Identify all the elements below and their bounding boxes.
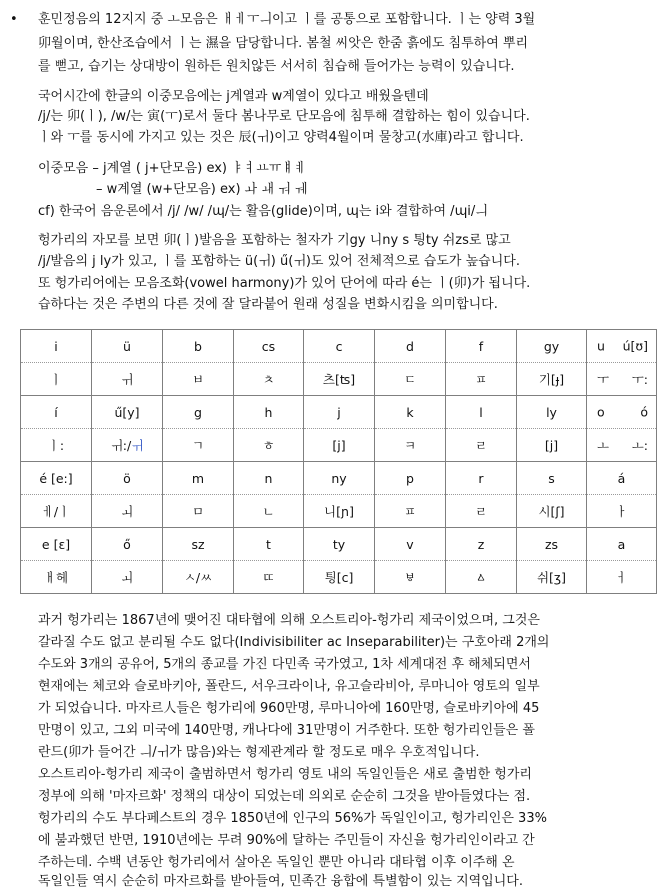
table-cell [21,561,92,594]
table-cell-text: f [478,338,484,354]
table-cell-text: r [478,470,484,486]
table-cell [163,330,234,363]
text-line: 오스트리아-헝가리 제국이 출범하면서 헝가리 영토 내의 독일인들은 새로 출범한 헝가리 [38,767,532,782]
table-row [21,429,657,462]
text-line: 정부에 의해 '마자르화' 정책의 대상이 되었는데 의외로 순순히 그것을 받아들였다는 점. [38,789,531,804]
table-cell [304,396,375,429]
table-cell [375,330,446,363]
table-cell [21,363,92,396]
table-cell-text: sz [191,536,205,552]
text-line: cf) 한국어 음운론에서 /j/ /w/ /ɰ/는 활음(glide)이며, ɰ는 i와 결합하여 /ɰi/ㅢ [38,204,488,219]
table-cell [163,363,234,396]
table-cell-text: ú[ʊ] [622,338,648,354]
table-cell-text: ㅓ [615,570,628,585]
table-cell-text: gy [543,338,560,354]
table-cell-text: ㄴ [262,504,275,519]
table-cell-text: á [617,470,626,486]
bullet-mark: • [10,12,18,27]
table-cell [234,396,304,429]
table-cell [21,528,92,561]
text-line: 현재에는 체코와 슬로바키아, 폴란드, 서우크라이나, 유고슬라비아, 루마니아 영토의 일부 [38,679,540,694]
table-cell-text: ty [332,536,346,552]
table-cell-text: a [617,536,626,552]
table-cell-text: ㄸ [262,570,275,585]
table-cell-text: cs [261,338,276,354]
table-cell-text: ㅅ/ㅆ [183,570,213,585]
table-cell [21,330,92,363]
table-cell [517,396,587,429]
table-cell [446,396,517,429]
table-cell [446,462,517,495]
table-cell-text: ㅋ [403,438,417,453]
table-cell [517,330,587,363]
table-cell [92,561,163,594]
table-cell [587,330,657,363]
text-line: /j/는 卯(ㅣ), /w/는 寅(ㅜ)로서 둘다 봄나무로 단모음에 침투해 결합하는 힘이 있습니다. [38,109,530,124]
table-cell [92,495,163,528]
table-cell [375,396,446,429]
table-cell [304,429,375,462]
table-cell [304,495,375,528]
text-line: 만명이 있고, 그외 미국에 140만명, 캐나다에 31만명이 거주한다. 또한 헝가리인들은 폴 [38,723,535,738]
table-cell-text: s [548,470,555,486]
table-cell [92,528,163,561]
table-cell-text: ㅗ [597,438,610,453]
table-cell-text: 시[ʃ] [538,504,565,519]
table-cell-text: t [266,536,271,552]
highlight-text: ㅟ [131,438,144,453]
table-cell-text: ㅚ [120,504,134,519]
table-cell [163,396,234,429]
table-cell [304,528,375,561]
table-cell-text: ö [123,470,131,486]
table-cell-text: d [406,338,414,354]
table-cell-text: ㄱ [191,438,205,453]
table-cell [163,561,234,594]
table-cell-text: ㄹ [474,504,488,519]
table-cell [304,330,375,363]
table-cell-text: l [479,404,483,420]
table-cell-text: ly [546,404,557,420]
table-cell [163,462,234,495]
table-cell-text: i [54,338,58,354]
table-cell [446,429,517,462]
table-cell [587,528,657,561]
table-cell [587,363,657,396]
table-cell [163,495,234,528]
table-cell-text: k [406,404,414,420]
table-cell-text: ㅎ [262,438,275,453]
hungarian-alphabet-table [20,329,657,594]
table-cell-text: u [597,338,605,354]
table-cell-text: ㄹ [474,438,488,453]
table-cell [375,363,446,396]
text-line: 이중모음 – j계열 ( j+단모음) ex) ㅑㅕㅛㅠㅒㅖ [38,161,307,176]
table-cell [446,330,517,363]
table-cell [587,561,657,594]
table-cell [92,363,163,396]
table-cell-text: 쉬[ʒ] [536,570,567,585]
table-cell-text: ㅍ [403,504,417,519]
table-cell-text: ㅣ [49,372,63,387]
table-cell-text: í [54,404,58,420]
table-cell [234,429,304,462]
table-cell-text: ㅸ [403,570,417,585]
table-cell-text: [j] [332,437,346,453]
table-cell [21,396,92,429]
table-cell-text: b [194,338,202,354]
text-line: 또 헝가리어에는 모음조화(vowel harmony)가 있어 단어에 따라 é는 ㅣ(卯)가 됩니다. [38,276,531,291]
text-line: 卯월이며, 한산조습에서 ㅣ는 濕을 담당합니다. 봄철 씨앗은 한줌 흙에도 침투하여 뿌리 [38,36,529,51]
table-cell [375,429,446,462]
table-cell [234,462,304,495]
table-cell [304,363,375,396]
table-cell [234,561,304,594]
table-cell-text: c [335,338,343,354]
table-cell-text: g [194,404,202,420]
table-cell [517,561,587,594]
table-row [21,561,657,594]
text-line: 에 불과했던 반면, 1910년에는 무려 90%에 달하는 주민들이 자신을 헝가리인이라고 간 [38,833,535,848]
table-cell-text: ㅍ [474,372,488,387]
table-cell [517,429,587,462]
table-cell-text: 니[ɲ] [324,504,354,519]
table-cell-text: z [477,536,485,552]
text-line: 를 뻗고, 습기는 상대방이 원하든 원치않든 서서히 침습해 들어가는 능력이 있습니다. [38,59,515,74]
table-cell [517,462,587,495]
table-row [21,462,657,495]
table-cell-text: ㅁ [191,504,205,519]
table-cell-text: ny [331,470,347,486]
table-cell [587,462,657,495]
table-cell [92,330,163,363]
table-cell-text: 기[ɟ] [538,372,565,387]
table-cell-text: ű[y] [114,404,140,420]
table-cell-text: p [406,470,414,486]
table-cell-text: n [264,470,273,486]
table-cell-text: [j] [544,437,559,453]
table-cell-text: m [191,470,205,486]
table-cell [446,363,517,396]
table-cell-text: h [264,404,273,420]
table-cell-text: 츠[ʦ] [322,372,356,387]
table-cell [21,495,92,528]
text-line: – w계열 (w+단모음) ex) ㅘ ㅙ ㅝ ㅞ [96,182,308,197]
table-cell [92,462,163,495]
table-row [21,495,657,528]
table-cell [234,330,304,363]
table-cell [517,495,587,528]
table-cell-text: ㅿ [474,570,488,585]
text-line: 독일인들 역시 순순히 마자르화를 받아들여, 민족간 융합에 특별함이 있는 지역입니다. [38,874,523,889]
table-cell [21,429,92,462]
table-cell-text: ㅂ [191,372,205,387]
table-cell [304,561,375,594]
table-cell-text: ㅊ [262,372,275,387]
text-line: 주하는데. 수백 년동안 헝가리에서 살아온 독일인 뿐만 아니라 대타협 이후 이주해 온 [38,855,515,870]
table-cell [446,528,517,561]
table-cell-text: ㅚ [120,570,134,585]
text-line: 훈민정음의 12지지 중 ㅗ모음은 ㅐㅔㅜㅢ이고 ㅣ를 공통으로 포함합니다. ㅣ는 양력 3월 [38,12,536,27]
table-cell-text: ő [123,536,131,552]
table-cell-text: ü [123,338,131,354]
text-line: 헝가리의 수도 부다페스트의 경우 1850년에 인구의 56%가 독일인이고, 헝가리인은 33% [38,811,547,826]
table-cell [375,495,446,528]
table-cell-text: ㅟ [120,372,134,387]
table-cell-text: v [406,536,414,552]
table-cell-text: ㅜ [597,372,610,387]
table-row [21,330,657,363]
table-cell-text: zs [544,536,559,552]
table-cell-text: ㅔ/ㅣ [41,504,71,519]
table-row [21,396,657,429]
table-cell [304,462,375,495]
text-line: 수도와 3개의 공유어, 5개의 종교를 가진 다민족 국가였고, 1차 세계대전 후 해체되면서 [38,657,531,672]
table-cell-text: ㅐ헤 [43,570,69,585]
table-cell-text: ㅏ [615,504,628,519]
table-cell-text: 틩[c] [324,570,354,585]
table-cell [517,363,587,396]
table-cell-text: ㅜ: [631,372,648,387]
text-line: 과거 헝가리는 1867년에 맺어진 대타협에 의해 오스트리아-헝가리 제국이었으며, 그것은 [38,613,540,628]
text-line: 습하다는 것은 주변의 다른 것에 잘 달라붙어 원래 성질을 변화시킴을 의미합니다. [38,297,498,312]
table-cell [234,363,304,396]
table-cell [92,429,163,462]
text-line: 국어시간에 한글의 이중모음에는 j계열과 w계열이 있다고 배웠을텐데 [38,89,429,104]
text-line: /j/발음의 j ly가 있고, ㅣ를 포함하는 ü(ㅟ) ű(ㅟ)도 있어 전체적으로 습도가 높습니다. [38,254,520,269]
text-line: ㅣ와 ㅜ를 동시에 가지고 있는 것은 辰(ㅟ)이고 양력4월이며 물창고(水庫)라고 합니다. [38,130,524,145]
table-cell [375,462,446,495]
text-line: 란드(卯가 들어간 ㅢ/ㅟ가 많음)와는 형제관계라 할 정도로 매우 우호적입니다. [38,745,480,760]
table-cell [587,396,657,429]
table-cell [587,495,657,528]
table-row [21,528,657,561]
table-cell-text: j [337,404,341,420]
table-cell [163,429,234,462]
table-cell [446,495,517,528]
text-line: 헝가리의 자모를 보면 卯(ㅣ)발음을 포함하는 철자가 기gy 니ny s 틩ty 쉬zs로 많고 [38,233,511,248]
table-cell [587,429,657,462]
table-cell [92,396,163,429]
text-line: 가 되었습니다. 마자르人들은 헝가리에 960만명, 루마니아에 160만명, 슬로바키아에 45 [38,701,540,716]
text-line: 갈라질 수도 없고 분리될 수도 없다(Indivisibiliter ac Inseparabiliter)는 구호아래 2개의 [38,635,550,650]
table-cell [446,561,517,594]
table-cell [234,528,304,561]
table-cell [21,462,92,495]
table-cell-text: ó [640,404,648,420]
table-cell-text: ㄷ [403,372,417,387]
table-cell-text: ㅣ: [47,438,65,453]
table-cell-text: o [597,404,605,420]
table-cell [375,528,446,561]
table-cell-text: e [ɛ] [41,536,71,552]
table-cell [375,561,446,594]
table-cell-text: é [e:] [39,470,73,486]
table-cell [163,528,234,561]
table-cell-text: ㅟ:/ㅟ [110,438,144,453]
table-row [21,363,657,396]
table-cell [234,495,304,528]
table-cell [517,528,587,561]
table-cell-text: ㅗ: [631,438,648,453]
